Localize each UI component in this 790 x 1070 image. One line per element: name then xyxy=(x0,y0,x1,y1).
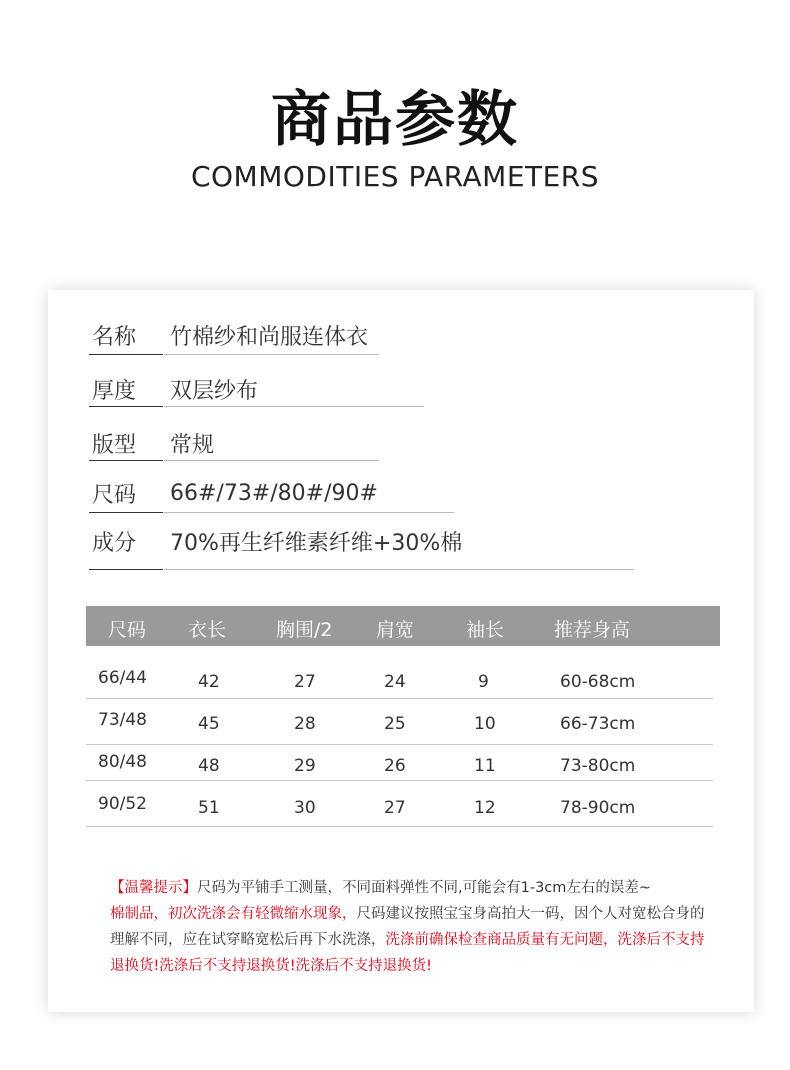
param-row-thickness xyxy=(48,374,754,408)
notes-tag: 【温馨提示】 xyxy=(110,880,197,896)
row-divider xyxy=(86,780,713,781)
parameters-card xyxy=(48,290,754,1012)
divider xyxy=(89,460,163,461)
param-value: 常规 xyxy=(170,433,215,458)
param-label: 尺码 xyxy=(92,483,137,508)
divider xyxy=(89,406,163,407)
param-row-size xyxy=(48,478,754,512)
size-table-header xyxy=(86,606,720,646)
column-header-length: 衣长 xyxy=(188,619,227,641)
table-row xyxy=(86,704,713,744)
cell-shoulder: 24 xyxy=(384,672,406,692)
notes-size-advice: 尺码建议按照宝宝身高拍大一码，因个人对宽松合身的理解不同，应在试穿略宽松后再下水洗涤， xyxy=(110,906,705,948)
param-row-fit xyxy=(48,428,754,462)
cell-size: 73/48 xyxy=(98,710,147,730)
cell-sleeve: 10 xyxy=(474,714,496,734)
divider xyxy=(164,354,379,355)
table-row xyxy=(86,662,713,702)
cell-chest: 28 xyxy=(294,714,316,734)
column-header-sleeve: 袖长 xyxy=(466,619,505,641)
cell-sleeve: 12 xyxy=(474,798,496,818)
cell-chest: 29 xyxy=(294,756,316,776)
cell-sleeve: 9 xyxy=(478,672,489,692)
cell-length: 48 xyxy=(198,756,220,776)
param-row-name xyxy=(48,320,754,354)
cell-size: 90/52 xyxy=(98,794,147,814)
cell-size: 66/44 xyxy=(98,668,147,688)
notes-warning-shrink: 棉制品，初次洗涤会有轻微缩水现象， xyxy=(110,906,357,922)
notes-line1: 尺码为平铺手工测量，不同面料弹性不同,可能会有1-3cm左右的误差~ xyxy=(197,880,652,896)
cell-length: 51 xyxy=(198,798,220,818)
cell-height: 73-80cm xyxy=(560,756,636,776)
cell-size: 80/48 xyxy=(98,752,147,772)
divider xyxy=(164,569,634,570)
column-header-shoulder: 肩宽 xyxy=(376,619,415,641)
notes-block xyxy=(110,875,710,979)
row-divider xyxy=(86,744,713,745)
divider xyxy=(89,354,163,355)
cell-height: 66-73cm xyxy=(560,714,636,734)
cell-height: 60-68cm xyxy=(560,672,636,692)
column-header-size: 尺码 xyxy=(108,619,147,641)
page-title: 商品参数 xyxy=(271,85,519,155)
param-label: 版型 xyxy=(92,433,137,458)
divider xyxy=(164,460,379,461)
param-value: 竹棉纱和尚服连体衣 xyxy=(170,325,369,350)
divider xyxy=(164,406,424,407)
param-value: 66#/73#/80#/90# xyxy=(170,481,378,506)
param-label: 名称 xyxy=(92,325,137,350)
divider xyxy=(89,569,163,570)
divider xyxy=(89,512,163,513)
cell-shoulder: 26 xyxy=(384,756,406,776)
cell-height: 78-90cm xyxy=(560,798,636,818)
cell-chest: 27 xyxy=(294,672,316,692)
param-label: 厚度 xyxy=(92,379,137,404)
cell-shoulder: 25 xyxy=(384,714,406,734)
param-value: 70%再生纤维素纤维+30%棉 xyxy=(170,531,463,556)
column-header-chest: 胸围/2 xyxy=(276,619,333,641)
table-row xyxy=(86,788,713,828)
cell-length: 42 xyxy=(198,672,220,692)
cell-chest: 30 xyxy=(294,798,316,818)
column-header-height: 推荐身高 xyxy=(554,619,631,641)
page-subtitle: COMMODITIES PARAMETERS xyxy=(190,160,600,193)
param-label: 成分 xyxy=(92,531,137,556)
notes-warning-return: 洗涤前确保检查商品质量有无问题，洗涤后不支持退换货!洗涤后不支持退换货!洗涤后不支持退换货! xyxy=(110,932,705,974)
row-divider xyxy=(86,698,713,699)
cell-shoulder: 27 xyxy=(384,798,406,818)
row-divider xyxy=(86,826,713,827)
divider xyxy=(164,512,454,513)
param-row-material xyxy=(48,526,754,560)
cell-sleeve: 11 xyxy=(474,756,496,776)
cell-length: 45 xyxy=(198,714,220,734)
table-row xyxy=(86,746,713,786)
param-value: 双层纱布 xyxy=(170,379,259,404)
